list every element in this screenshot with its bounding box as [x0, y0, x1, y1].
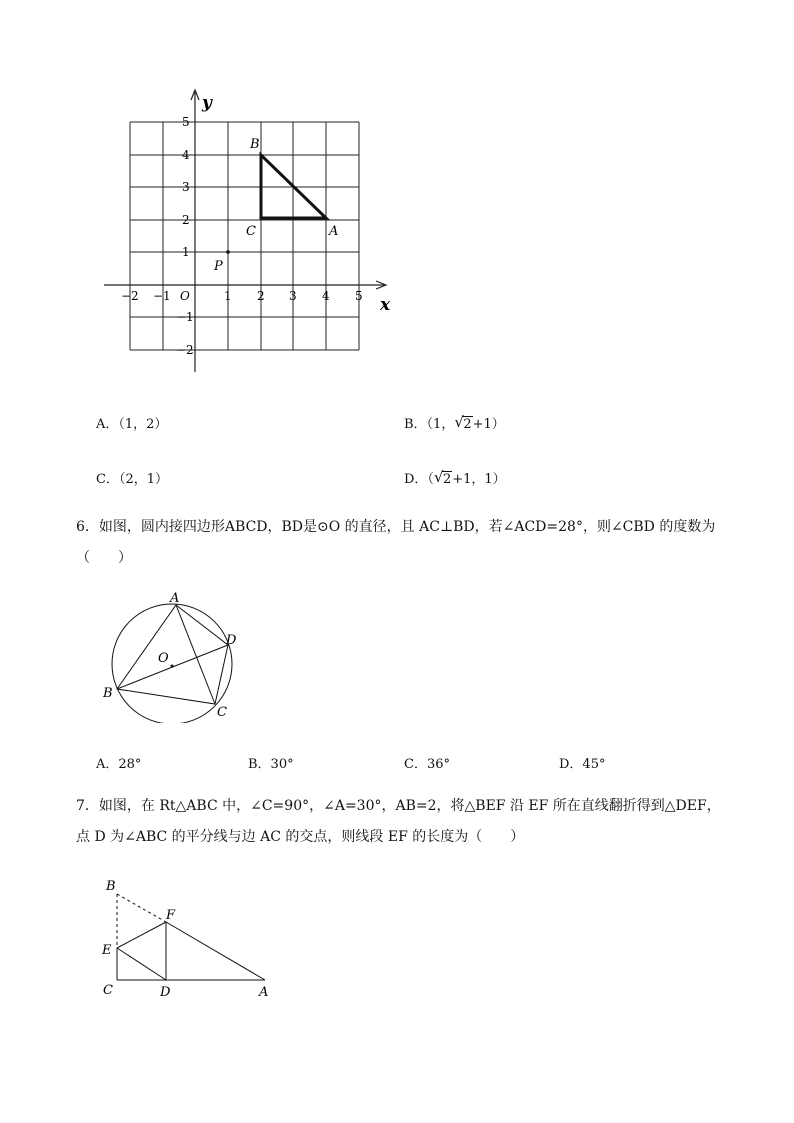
svg-text:4: 4	[182, 148, 190, 162]
svg-text:−2: −2	[176, 343, 194, 357]
svg-text:−1: −1	[176, 310, 194, 324]
label-c: C	[103, 983, 113, 998]
x-axis-label: x	[380, 295, 391, 315]
label-b: B	[250, 137, 260, 152]
y-axis-label: y	[202, 93, 212, 113]
sqrt-symbol: √ 2	[454, 413, 472, 432]
label-f: F	[166, 908, 176, 923]
grid-lines	[130, 122, 359, 350]
quadrilateral-abcd	[117, 605, 228, 704]
origin-label: O	[180, 289, 190, 303]
svg-text:2: 2	[182, 213, 190, 227]
q6-option-c: C．36°	[404, 757, 450, 772]
label-d: D	[160, 985, 171, 1000]
label-e: E	[102, 943, 112, 958]
q6-circle-figure	[95, 588, 255, 723]
center-o	[171, 665, 174, 668]
q5-option-a: A．（1，2）	[96, 417, 168, 432]
label-b: B	[106, 879, 116, 894]
dashed-bf	[117, 894, 166, 922]
svg-text:2: 2	[257, 289, 265, 303]
segment-ed	[117, 948, 166, 980]
circle-o	[112, 604, 232, 723]
svg-text:5: 5	[355, 289, 363, 303]
q7-triangle-figure	[95, 870, 280, 1005]
q5-option-c: C．（2，1）	[96, 472, 168, 487]
svg-text:1: 1	[182, 245, 190, 259]
q6-option-d: D．45°	[559, 757, 606, 772]
x-tick-labels	[121, 289, 363, 303]
coordinate-grid-figure	[95, 88, 405, 378]
svg-text:−2: −2	[121, 289, 139, 303]
label-c: C	[246, 224, 256, 239]
point-p	[226, 250, 230, 254]
segment-ef	[117, 922, 166, 948]
svg-text:3: 3	[182, 180, 190, 194]
side-fa	[166, 922, 265, 980]
label-a: A	[259, 985, 269, 1000]
label-o: O	[158, 651, 169, 666]
axes	[104, 90, 386, 372]
y-tick-labels	[176, 115, 194, 357]
label-p: P	[214, 259, 223, 274]
svg-text:−1: −1	[153, 289, 171, 303]
q7-text: 7．如图，在 Rt△ABC 中，∠C=90°，∠A=30°，AB=2，将△BEF 沿 EF 所在直线翻折得到△DEF，点 D 为∠ABC 的平分线与边 AC 的交点，则线段 EF 的长度为（ ）	[76, 798, 721, 845]
svg-text:1: 1	[224, 289, 232, 303]
q5-option-d: D．（ √ 2+1，1）	[404, 468, 506, 487]
label-a: A	[170, 591, 180, 606]
label-b: B	[103, 686, 113, 701]
label-d: D	[226, 633, 237, 648]
q5-option-b: B．（1， √ 2+1）	[404, 413, 505, 432]
label-a: A	[329, 224, 339, 239]
sqrt-symbol: √ 2	[433, 468, 452, 487]
svg-text:5: 5	[182, 115, 190, 129]
label-c: C	[217, 705, 227, 720]
svg-text:4: 4	[322, 289, 330, 303]
q6-text: 6．如图，圆内接四边形ABCD，BD是⊙O 的直径，且 AC⊥BD，若∠ACD=28°，则∠CBD 的度数为（ ）	[76, 519, 716, 566]
svg-text:3: 3	[289, 289, 297, 303]
q6-option-b: B．30°	[248, 757, 294, 772]
q6-option-a: A．28°	[96, 757, 142, 772]
